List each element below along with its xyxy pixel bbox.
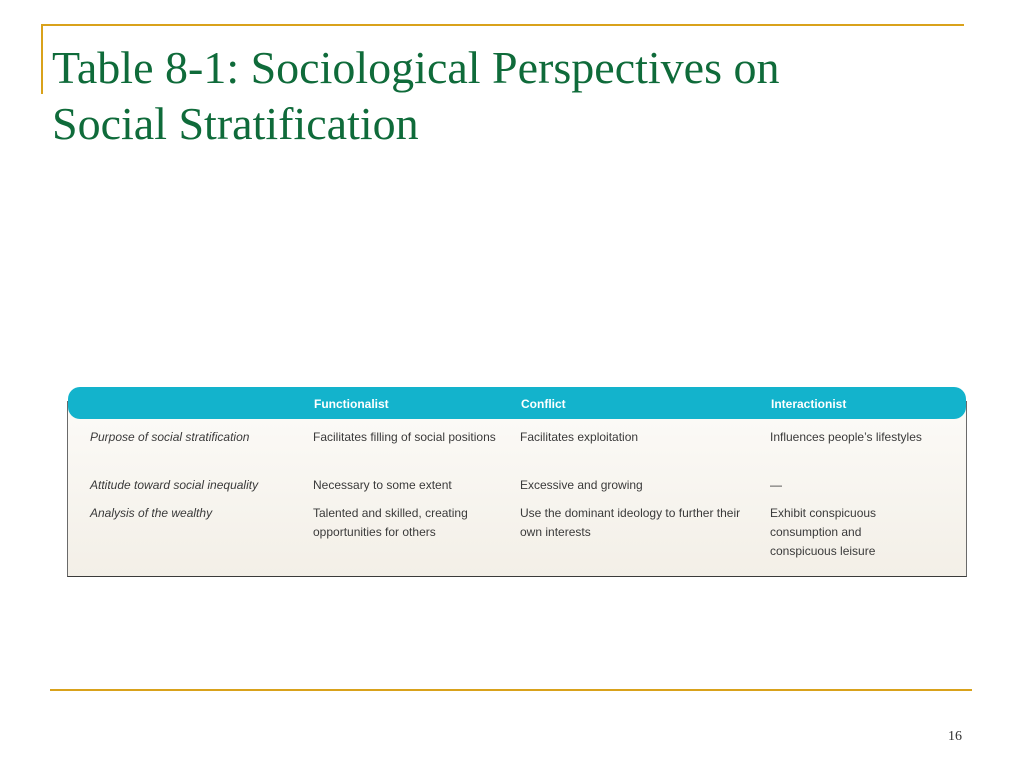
cell-functionalist: Talented and skilled, creating opportunities for others [313, 506, 468, 539]
cell-interactionist: Influences people’s lifestyles [770, 430, 922, 444]
slide-title-line-1: Table 8-1: Sociological Perspectives on [52, 42, 780, 93]
table-header-row [68, 387, 966, 419]
cell-interactionist: — [770, 478, 782, 492]
footer-rule [50, 689, 972, 691]
cell-interactionist: Exhibit conspicuous consumption and conspicuous leisure [770, 506, 877, 558]
cell-functionalist: Facilitates filling of social positions [313, 430, 496, 444]
row-label-attitude: Attitude toward social inequality [90, 478, 259, 492]
header-conflict: Conflict [521, 397, 566, 411]
header-functionalist: Functionalist [314, 397, 389, 411]
left-rule [41, 24, 43, 94]
slide-title [52, 40, 952, 152]
row-label-wealthy: Analysis of the wealthy [90, 506, 213, 520]
top-rule [41, 24, 964, 26]
page-number: 16 [948, 729, 962, 744]
perspectives-table [67, 387, 967, 577]
cell-conflict: Facilitates exploitation [520, 430, 639, 444]
row-label-purpose: Purpose of social stratification [90, 430, 250, 444]
header-interactionist: Interactionist [771, 397, 847, 411]
cell-functionalist: Necessary to some extent [313, 478, 452, 492]
cell-conflict: Use the dominant ideology to further their own interests [520, 506, 741, 539]
cell-conflict: Excessive and growing [520, 478, 643, 492]
slide-title-line-2: Social Stratification [52, 98, 419, 149]
